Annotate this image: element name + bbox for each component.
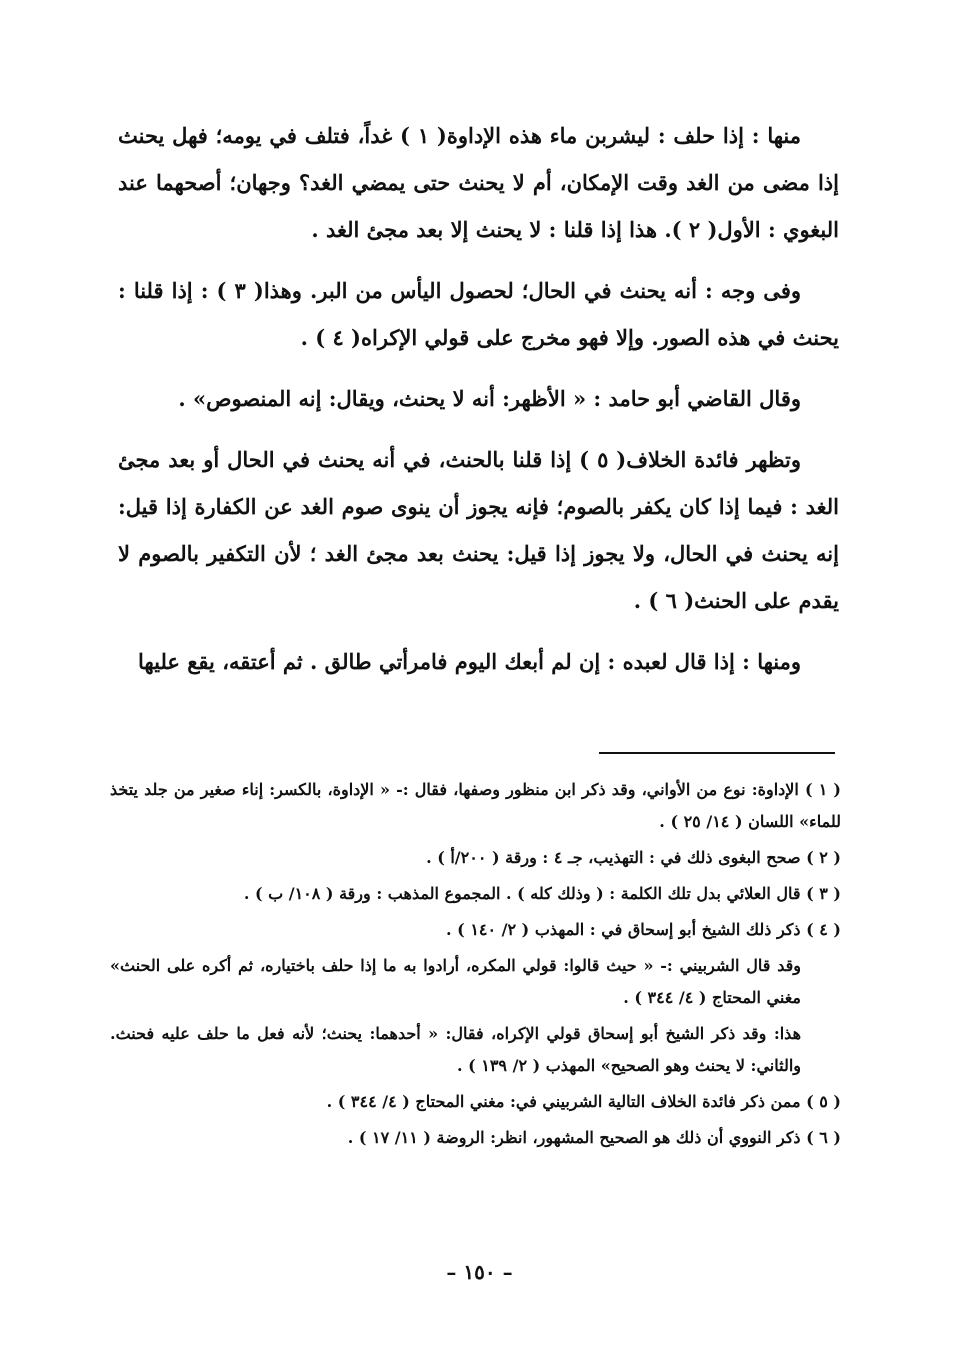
footnotes	[110, 774, 841, 1158]
footnote-separator	[599, 752, 835, 754]
paragraph-2: وفى وجه : أنه يحنث في الحال؛ لحصول اليأس من البر. وهذا( ٣ ) : إذا قلنا : يحنث في هذه الصور. وإلا فهو مخرج على قولي الإكراه( ٤ ) .	[118, 278, 839, 350]
footnote-4: ( ٤ ) ذكر ذلك الشيخ أبو إسحاق في : المهذب ( ٢/ ١٤٠ ) .	[446, 920, 841, 939]
paragraph-4: وتظهر فائدة الخلاف( ٥ ) إذا قلنا بالحنث، في أنه يحنث في الحال أو بعد مجئ الغد : فيما إذا كان يكفر بالصوم؛ فإنه يجوز أن ينوى صوم الغد عن الكفارة إذا قيل: إنه يحنث في الحال، ولا يجوز إذا قيل: يحنث بعد مجئ الغد ؛ لأن التكفير بالصوم لا يقدم على الحنث( ٦ ) .	[118, 447, 839, 613]
footnote-4-continuation-2: هذا: وقد ذكر الشيخ أبو إسحاق قولي الإكراه، فقال: « أحدهما: يحنث؛ لأنه فعل ما حلف عليه فحنث. والثاني: لا يحنث وهو الصحيح» المهذب ( ٢/ ١٣٩ ) .	[110, 1024, 802, 1075]
page-number: – ١٥٠ –	[446, 1260, 513, 1284]
footnote-3: ( ٣ ) قال العلائي بدل تلك الكلمة : ( وذلك كله ) . المجموع المذهب : ورقة ( ١٠٨/ ب ) .	[243, 884, 841, 903]
footnote-6: ( ٦ ) ذكر النووي أن ذلك هو الصحيح المشهور، انظر: الروضة ( ١١/ ١٧ ) .	[347, 1128, 841, 1147]
footnote-1: ( ١ ) الإداوة: نوع من الأواني، وقد ذكر ابن منظور وصفها، فقال :- « الإداوة، بالكسر: إناء صغير من جلد يتخذ للماء» اللسان ( ١٤/ ٢٥ ) .	[110, 780, 841, 831]
main-text	[118, 112, 839, 699]
footnote-4-continuation-1: وقد قال الشربيني :- « حيث قالوا: قولي المكره، أرادوا به ما إذا حلف باختياره، ثم أكره على الحنث» مغني المحتاج ( ٤/ ٣٤٤ ) .	[110, 956, 801, 1007]
paragraph-5: ومنها : إذا قال لعبده : إن لم أبعك اليوم فامرأتي طالق . ثم أعتقه، يقع عليها	[138, 649, 801, 674]
footnote-5: ( ٥ ) ممن ذكر فائدة الخلاف التالية الشربيني في: مغني المحتاج ( ٤/ ٣٤٤ ) .	[326, 1092, 841, 1111]
paragraph-1: منها : إذا حلف : ليشربن ماء هذه الإداوة( ١ ) غداً، فتلف في يومه؛ فهل يحنث إذا مضى من الغد وقت الإمكان، أم لا يحنث حتى يمضي الغد؟ وجهان؛ أصحهما عند البغوي : الأول( ٢ ). هذا إذا قلنا : لا يحنث إلا بعد مجئ الغد .	[118, 123, 839, 242]
paragraph-3: وقال القاضي أبو حامد : « الأظهر: أنه لا يحنث، ويقال: إنه المنصوص» .	[178, 386, 801, 411]
footnote-2: ( ٢ ) صحح البغوى ذلك في : التهذيب، جـ ٤ : ورقة ( ٢٠٠/أ ) .	[426, 848, 841, 867]
